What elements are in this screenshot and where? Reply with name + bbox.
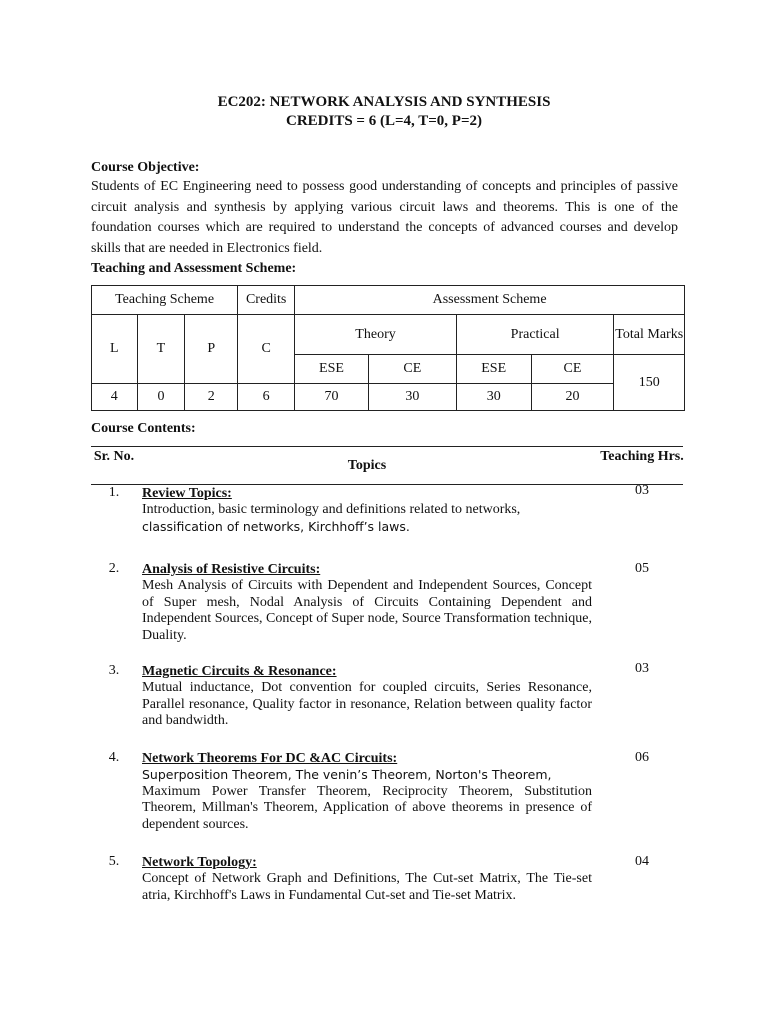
credits-header: Credits [238, 286, 295, 315]
item-description-cont: classification of networks, Kirchhoff’s laws. [142, 518, 410, 534]
item-hours: 03 [635, 661, 649, 676]
item-number: 5. [108, 854, 120, 869]
item-description: Superposition Theorem, The venin’s Theorem, Norton's Theorem, [142, 767, 552, 782]
theory-ce-value: 30 [368, 384, 456, 411]
t-header: T [137, 315, 185, 384]
item-hours: 06 [635, 750, 649, 765]
scheme-table [91, 285, 685, 411]
item-body [142, 561, 592, 644]
p-value: 2 [185, 384, 238, 411]
item-number: 3. [108, 663, 120, 678]
p-header: P [185, 315, 238, 384]
item-hours: 04 [635, 854, 649, 869]
l-header: L [92, 315, 138, 384]
objective-text: Students of EC Engineering need to possess good understanding of concepts and principles of passive circuit analysis and synthesis by applying various circuit laws and theorems. This is one of the foundation courses which are required to understand the concepts of advanced courses and develop skills that are needed in Electronics field. [91, 179, 678, 256]
item-number: 1. [108, 485, 120, 500]
practical-ce-value: 20 [531, 384, 614, 411]
course-title: EC202: NETWORK ANALYSIS AND SYNTHESIS [217, 94, 551, 110]
practical-ese-value: 30 [456, 384, 531, 411]
theory-ce-header: CE [368, 355, 456, 384]
item-description: Introduction, basic terminology and definitions related to networks, [142, 502, 521, 517]
item-title: Analysis of Resistive Circuits: [142, 562, 321, 577]
teaching-scheme-header: Teaching Scheme [92, 286, 238, 315]
item-body [142, 750, 592, 833]
item-description-cont: Maximum Power Transfer Theorem, Reciprocity Theorem, Substitution Theorem, Millman's Theorem, Application of above theorems in presence of dependent sources. [142, 783, 592, 832]
course-credits: CREDITS = 6 (L=4, T=0, P=2) [285, 113, 483, 129]
sr-no-header: Sr. No. [93, 449, 135, 464]
assessment-scheme-header: Assessment Scheme [295, 286, 685, 315]
item-body [142, 663, 592, 730]
practical-ese-header: ESE [456, 355, 531, 384]
item-hours: 03 [635, 483, 649, 498]
c-header: C [238, 315, 295, 384]
total-marks-value: 150 [614, 355, 685, 411]
item-description: Mutual inductance, Dot convention for coupled circuits, Series Resonance, Parallel resonance, Quality factor in resonance, Relation between quality factor and bandwidth. [142, 680, 592, 728]
item-title: Network Theorems For DC &AC Circuits: [142, 751, 398, 766]
contents-table [91, 446, 684, 903]
objective-heading: Course Objective: [91, 160, 200, 175]
l-value: 4 [92, 384, 138, 411]
item-title: Magnetic Circuits & Resonance: [142, 664, 337, 679]
item-body [142, 485, 592, 535]
theory-ese-value: 70 [295, 384, 369, 411]
item-description: Mesh Analysis of Circuits with Dependent and Independent Sources, Concept of Super mesh, Nodal Analysis of Circuits Containing Dependent and Independent Sources, Concept of Super node, Source Transformation technique, Duality. [142, 578, 592, 643]
t-value: 0 [137, 384, 185, 411]
total-marks-header: Total Marks [614, 315, 685, 355]
item-hours: 05 [635, 561, 649, 576]
item-title: Review Topics: [142, 486, 232, 501]
item-title: Network Topology: [142, 855, 257, 870]
c-value: 6 [238, 384, 295, 411]
theory-ese-header: ESE [295, 355, 369, 384]
contents-heading: Course Contents: [91, 421, 196, 436]
item-body [142, 854, 592, 904]
topics-header: Topics [347, 458, 387, 473]
item-number: 4. [108, 750, 120, 765]
practical-ce-header: CE [531, 355, 614, 384]
item-description: Concept of Network Graph and Definitions, The Cut-set Matrix, The Tie-set atria, Kirchhoff's Laws in Fundamental Cut-set and Tie-set Matrix. [142, 871, 592, 903]
item-number: 2. [108, 561, 120, 576]
practical-header: Practical [456, 315, 614, 355]
teaching-hrs-header: Teaching Hrs. [600, 449, 684, 464]
contents-header-row [91, 447, 683, 485]
theory-header: Theory [295, 315, 457, 355]
scheme-heading: Teaching and Assessment Scheme: [91, 261, 297, 276]
